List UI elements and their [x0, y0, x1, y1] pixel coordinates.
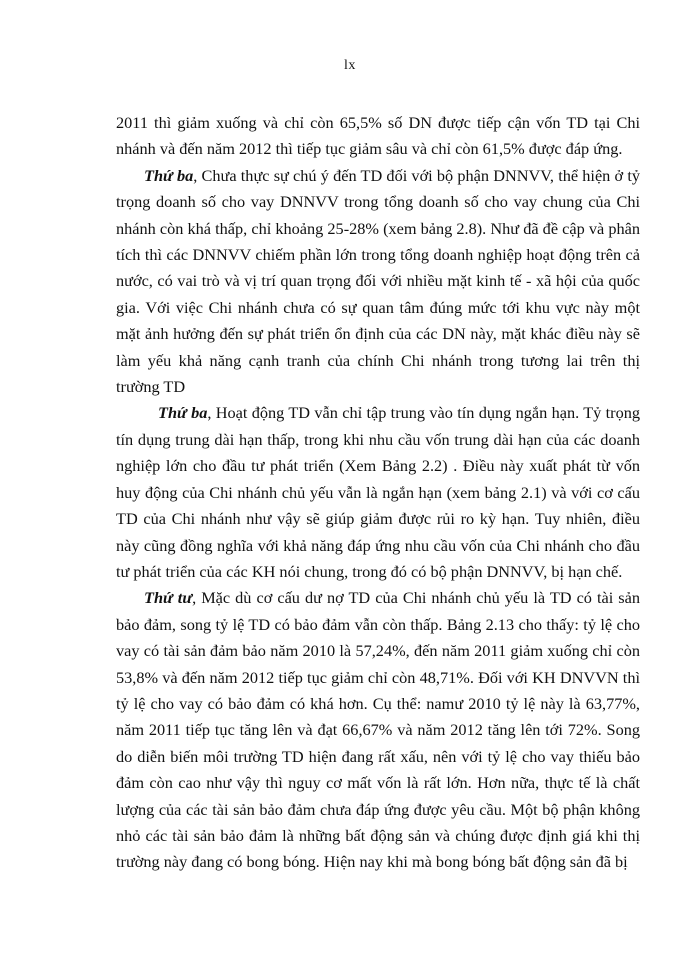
- paragraph-thu-ba-dnnvv: [116, 163, 640, 401]
- paragraph-thu-tu: [116, 585, 640, 875]
- paragraph-lead: Thứ ba: [158, 403, 208, 423]
- paragraph-text: , Hoạt động TD vẫn chỉ tập trung vào tín dụng ngắn hạn. Tỷ trọng tín dụng trung dài hạn thấp, trong khi nhu cầu vốn trung dài hạn của các doanh nghiệp lớn cho đầu tư phát triển (Xem Bảng 2.2) . Điều này xuất phát từ vốn huy động của Chi nhánh chủ yếu vẫn là ngắn hạn (xem bảng 2.1) và với cơ cấu TD của Chi nhánh như vậy sẽ giúp giảm được rủi ro kỳ hạn. Tuy nhiên, điều này cũng đồng nghĩa với khả năng đáp ứng nhu cầu vốn của Chi nhánh cho đầu tư phát triển của các KH nói chung, trong đó có bộ phận DNNVV, bị hạn chế.: [116, 403, 640, 581]
- body-text: [116, 110, 640, 876]
- page-number: lx: [344, 58, 356, 73]
- paragraph-text: , Chưa thực sự chú ý đến TD đối với bộ phận DNNVV, thể hiện ở tỷ trọng doanh số cho vay DNNVV trong tổng doanh số cho vay chung của Chi nhánh còn khá thấp, chỉ khoảng 25-28% (xem bảng 2.8). Như đã đề cập và phân tích thì các DNNVV chiếm phần lớn trong tổng doanh nghiệp hoạt động trên cả nước, có vai trò và vị trí quan trọng đối với nhiều mặt kinh tế - xã hội của quốc gia. Với việc Chi nhánh chưa có sự quan tâm đúng mức tới khu vực này một mặt ảnh hưởng đến sự phát triển ổn định của các DN này, mặt khác điều này sẽ làm yếu khả năng cạnh tranh của chính Chi nhánh trong tương lai trên thị trường TD: [116, 165, 641, 397]
- paragraph-text: 2011 thì giảm xuống và chỉ còn 65,5% số DN được tiếp cận vốn TD tại Chi nhánh và đến năm 2012 thì tiếp tục giảm sâu và chỉ còn 61,5% được đáp ứng.: [116, 113, 640, 159]
- paragraph-text: , Mặc dù cơ cấu dư nợ TD của Chi nhánh chủ yếu là TD có tài sản bảo đảm, song tỷ lệ TD có bảo đảm vẫn còn thấp. Bảng 2.13 cho thấy: tỷ lệ cho vay có tài sản đảm bảo năm 2010 là 57,24%, đến năm 2011 giảm xuống chỉ còn 53,8% và đến năm 2012 tiếp tục giảm chỉ còn 48,71%. Đối với KH DNVVN thì tỷ lệ cho vay có bảo đảm có khá hơn. Cụ thể: namư 2010 tỷ lệ này là 63,77%, năm 2011 tiếp tục tăng lên và đạt 66,67% và năm 2012 tăng lên tới 72%. Song do diễn biến môi trường TD hiện đang rất xấu, nên với tỷ lệ cho vay thiếu bảo đảm còn cao như vậy thì nguy cơ mất vốn là rất lớn. Hơn nữa, thực tế là chất lượng của các tài sản bảo đảm chưa đáp ứng được yêu cầu. Một bộ phận không nhỏ các tài sản bảo đảm là những bất động sản và chúng được định giá khi thị trường này đang có bong bóng. Hiện nay khi mà bong bóng bất động sản đã bị: [116, 588, 640, 872]
- paragraph-lead: Thứ ba: [144, 165, 194, 185]
- paragraph-thu-ba-ngan-han: [116, 400, 640, 585]
- paragraph-continuation: [116, 110, 640, 163]
- paragraph-lead: Thứ tư: [144, 588, 193, 608]
